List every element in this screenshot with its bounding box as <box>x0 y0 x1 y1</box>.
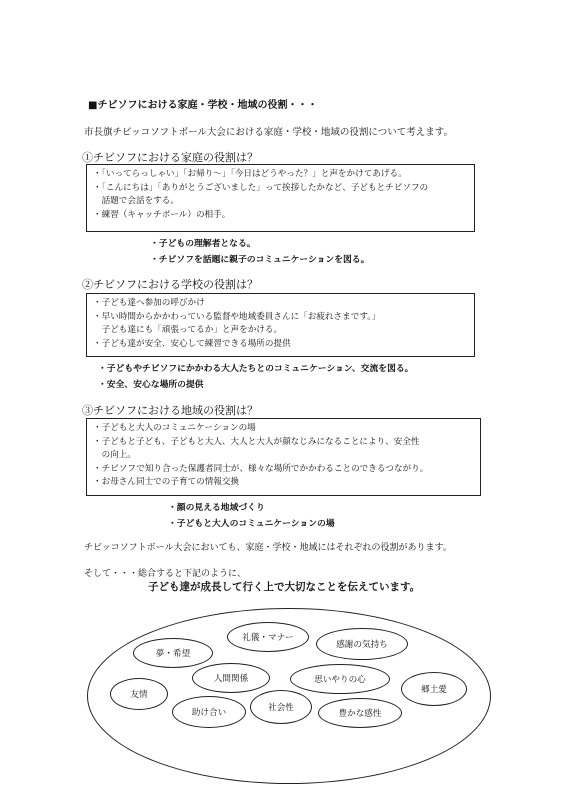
family-box <box>86 164 475 232</box>
intro-text: 市長旗チビッコソフトボール大会における家庭・学校・地域の役割について考えます。 <box>84 127 453 138</box>
region-summary <box>168 500 335 532</box>
school-heading: ②チビソフにおける学校の役割は？ <box>82 278 258 291</box>
school-line: ・子ども達へ参加の呼びかけ <box>93 298 205 308</box>
value-oval-ningen: 人間関係 <box>192 663 270 693</box>
region-summary-line: ・子どもと大人のコミュニケーションの場 <box>168 519 335 529</box>
school-line: ・子ども達が安全、安心して練習できる場所の提供 <box>93 338 291 349</box>
family-line: 話題で会話をする。 <box>93 196 179 206</box>
school-line: 子ども達にも「頑張ってるか」と声をかける。 <box>93 325 283 335</box>
region-box <box>86 418 481 496</box>
value-oval-omoiyari: 思いやりの心 <box>290 664 390 694</box>
closing-emphasis: 子ども達が成長して行く上で大切なことを伝えています。 <box>148 581 421 593</box>
family-heading: ①チビソフにおける家庭の役割は？ <box>82 151 258 164</box>
region-line: ・チビソフで知り合った保護者同士が、様々な場所でかかわることのできるつながり。 <box>93 463 429 474</box>
school-summary-line: ・安全、安心な場所の提供 <box>98 380 204 390</box>
school-line: ・早い時間からかかわっている監督や地域委員さんに「お疲れさまです。」 <box>93 311 381 322</box>
region-line: ・子どもと大人のコミュニケーションの場 <box>93 423 256 433</box>
page-title: ■チビソフにおける家庭・学校・地域の役割・・・ <box>88 100 318 111</box>
value-oval-yujo: 友情 <box>110 678 168 710</box>
school-box <box>86 293 475 357</box>
value-oval-tasuke: 助け合い <box>172 696 246 728</box>
family-summary-line: ・チビソフを話題に親子のコミュニケーションを図る。 <box>150 255 370 265</box>
family-line: ・練習（キャッチボール）の相手。 <box>93 209 231 220</box>
value-oval-kansei: 豊かな感性 <box>318 698 402 728</box>
closing-text-2: そして・・・総合すると下記のように、 <box>84 569 247 579</box>
value-oval-shakai: 社会性 <box>250 690 312 724</box>
region-line: ・子どもと子ども、子どもと大人、大人と大人が顔なじみになることにより、安全性 <box>93 436 420 447</box>
family-line: ・「いってらっしゃい」「お帰り～」「今日はどうやった？」と声をかけてあげる。 <box>93 169 407 179</box>
value-oval-yume: 夢・希望 <box>133 638 213 668</box>
school-summary <box>98 361 413 393</box>
region-line: の向上。 <box>93 450 136 460</box>
region-summary-line: ・顔の見える地域づくり <box>168 503 265 513</box>
value-oval-kansha: 感謝の気持ち <box>316 628 408 660</box>
family-summary <box>150 236 369 268</box>
family-line: ・「こんにちは」「ありがとうございました」って挨拶したかなど、子どもとチビソフの <box>93 182 429 193</box>
school-summary-line: ・子どもやチビソフにかかわる大人たちとのコミュニケーション、交流を図る。 <box>98 364 414 374</box>
region-heading: ③チビソフにおける地域の役割は？ <box>82 404 258 417</box>
family-summary-line: ・子どもの理解者となる。 <box>150 239 256 249</box>
region-line: ・お母さん同士での子育ての情報交換 <box>93 477 240 487</box>
value-oval-kyodo: 郷土愛 <box>401 672 467 706</box>
closing-text-1: チビッコソフトボール大会においても、家庭・学校・地域にはそれぞれの役割があります。 <box>84 543 452 553</box>
value-oval-reigi: 礼儀・マナー <box>227 622 309 652</box>
